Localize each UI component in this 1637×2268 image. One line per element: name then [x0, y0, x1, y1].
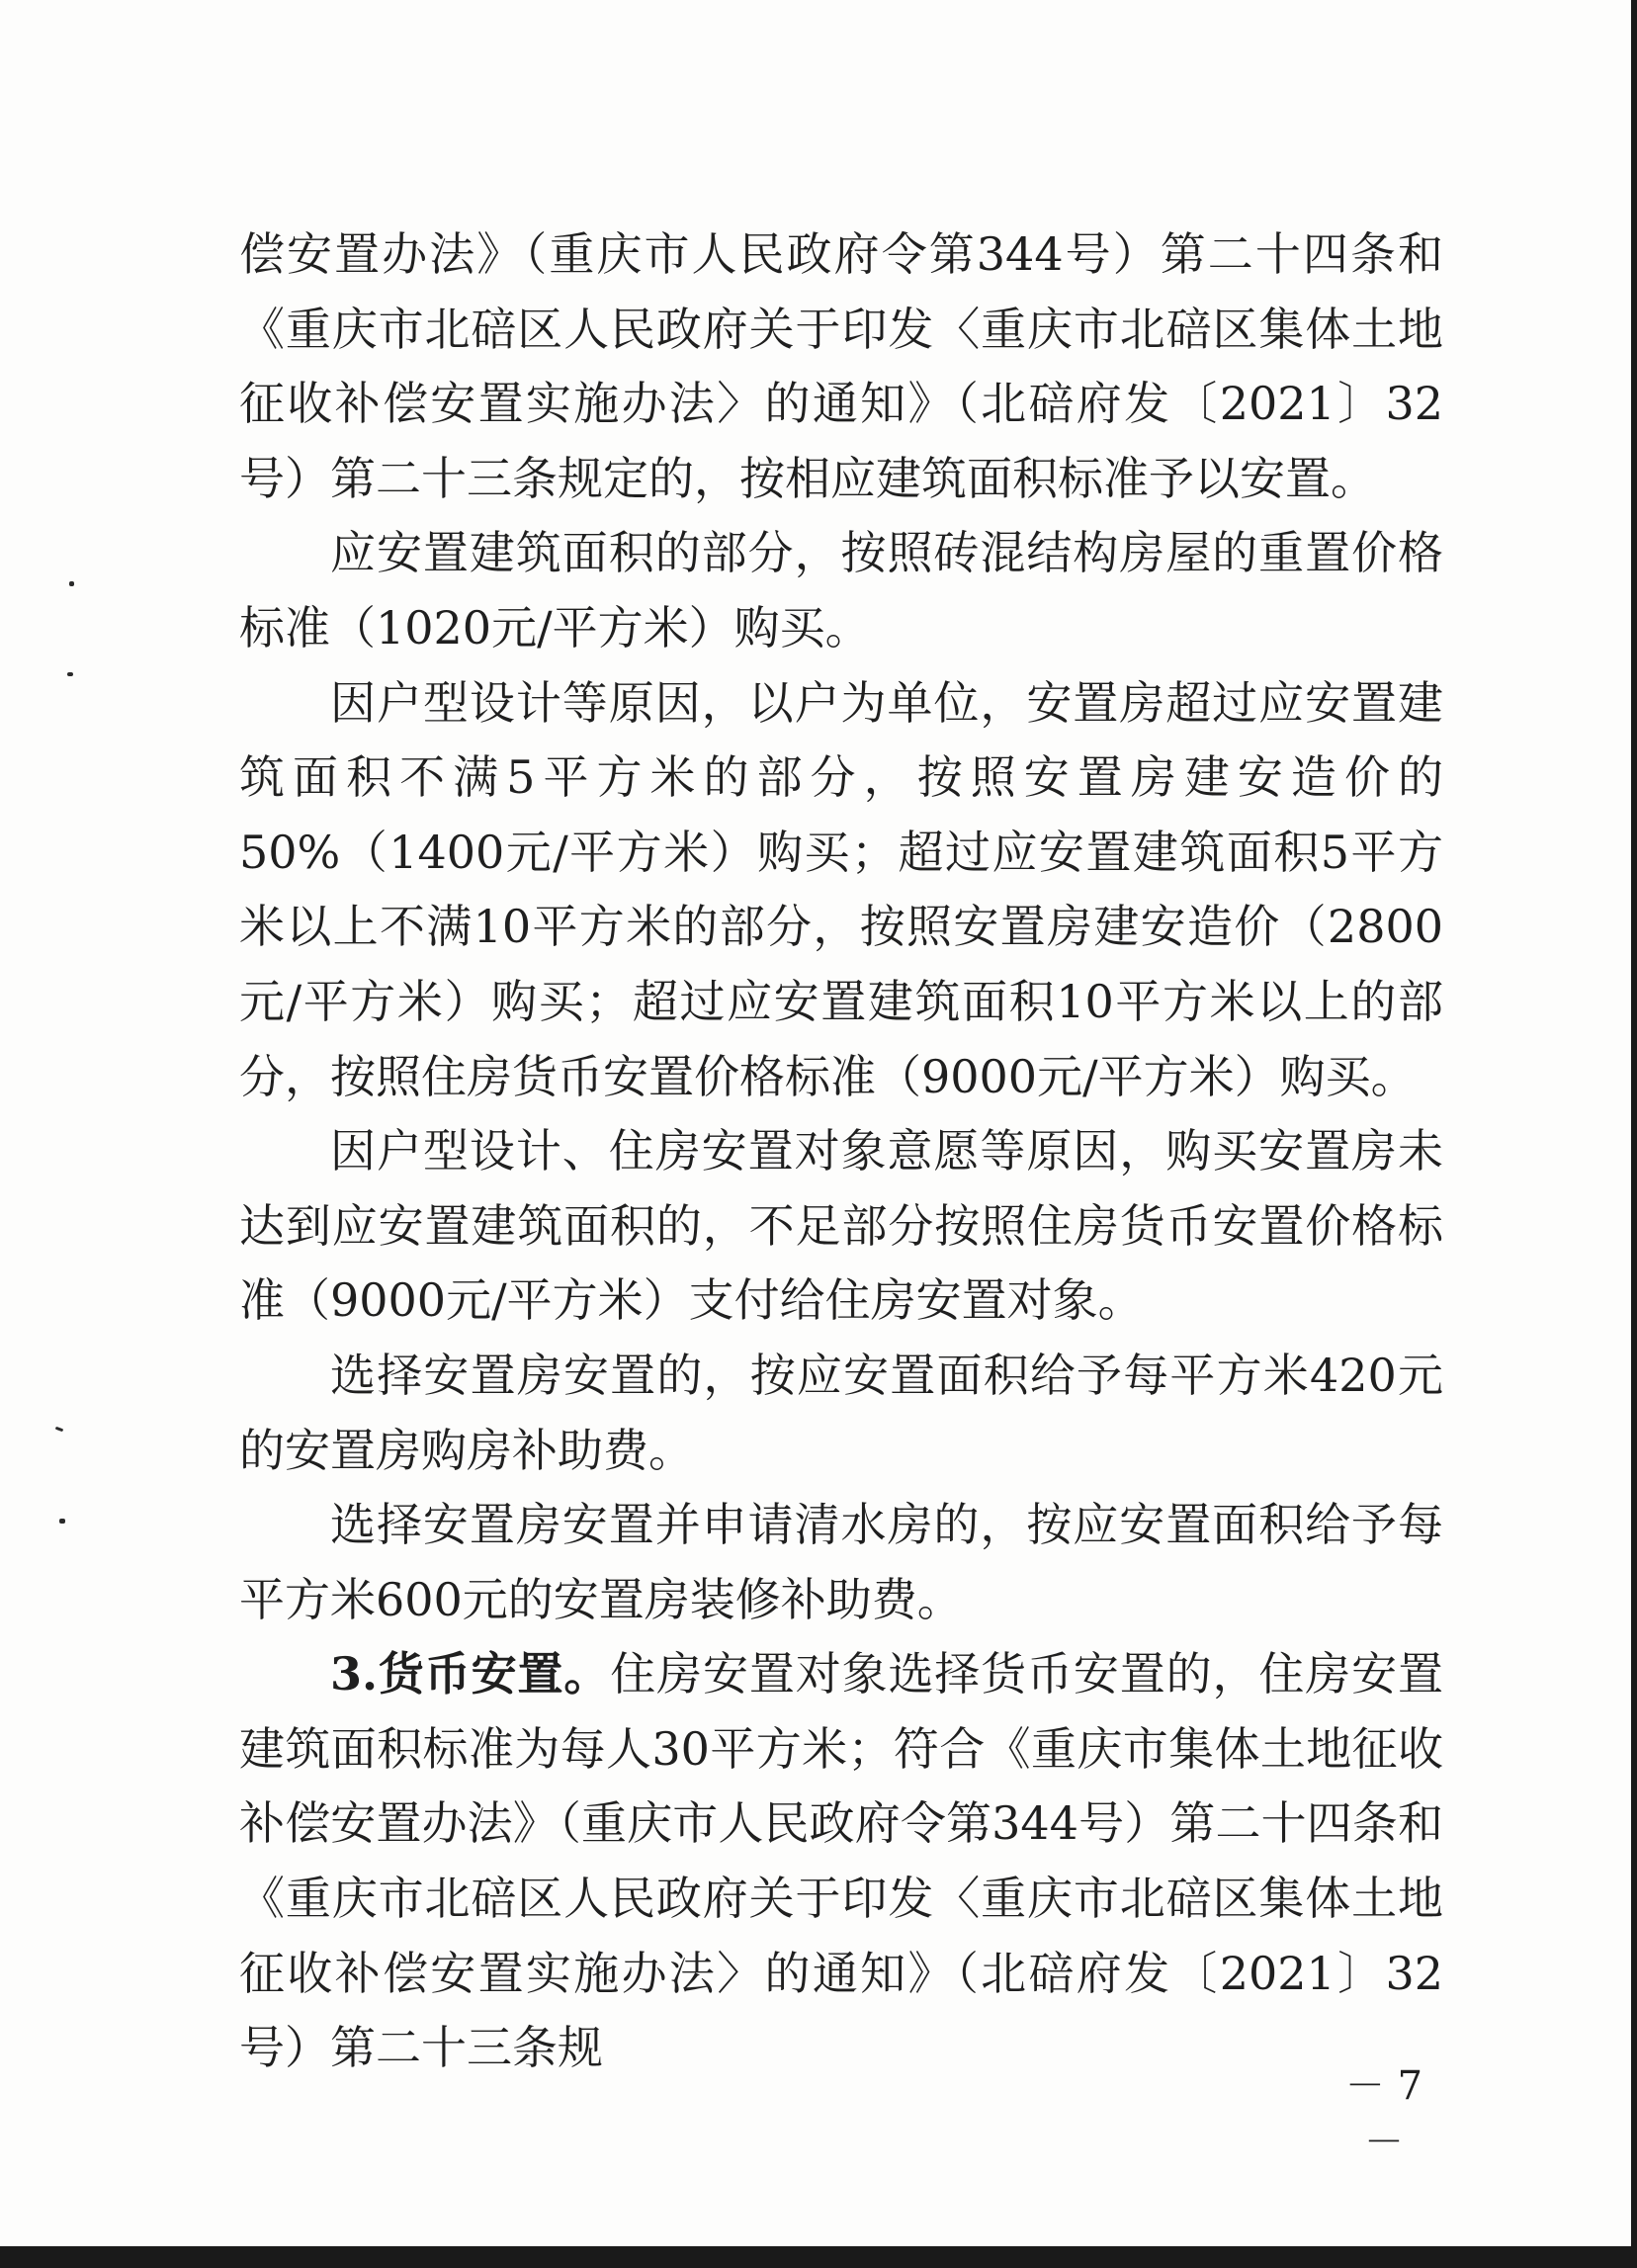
- scan-speck: [67, 672, 73, 676]
- body-text: [239, 218, 1443, 2086]
- section-body: 住房安置对象选择货币安置的，住房安置建筑面积标准为每人30平方米；符合《重庆市集体土地征收补偿安置办法》（重庆市人民政府令第344号）第二十四条和《重庆市北碚区人民政府关于印发〈重庆市北碚区集体土地征收补偿安置实施办法〉的通知》（北碚府发〔2021〕32号）第二十三条规: [239, 1647, 1443, 2075]
- paragraph-monetary-resettlement: [239, 1637, 1443, 2086]
- paragraph-purchase-subsidy: 选择安置房安置的，按应安置面积给予每平方米420元的安置房购房补助费。: [239, 1348, 1443, 1477]
- page-number: － 7 －: [1344, 2063, 1423, 2165]
- scan-speck: [69, 581, 74, 586]
- paragraph-decoration-subsidy: 选择安置房安置并申请清水房的，按应安置面积给予每平方米600元的安置房装修补助费。: [239, 1498, 1443, 1626]
- scan-speck: [55, 1427, 64, 1433]
- paragraph-resettlement-area-price: 应安置建筑面积的部分，按照砖混结构房屋的重置价格标准（1020元/平方米）购买。: [239, 526, 1443, 654]
- section-heading: 3.货币安置。: [330, 1647, 611, 1701]
- paragraph-continuation: 偿安置办法》（重庆市人民政府令第344号）第二十四条和《重庆市北碚区人民政府关于印发〈重庆市北碚区集体土地征收补偿安置实施办法〉的通知》（北碚府发〔2021〕32号）第二十三条规定的，按相应建筑面积标准予以安置。: [239, 227, 1443, 505]
- scan-speck: [59, 1519, 65, 1524]
- paragraph-shortfall-payment: 因户型设计、住房安置对象意愿等原因，购买安置房未达到应安置建筑面积的，不足部分按照住房货币安置价格标准（9000元/平方米）支付给住房安置对象。: [239, 1124, 1443, 1328]
- paragraph-excess-area-price: 因户型设计等原因，以户为单位，安置房超过应安置建筑面积不满5平方米的部分，按照安置房建安造价的50%（1400元/平方米）购买；超过应安置建筑面积5平方米以上不满10平方米的部分，按照安置房建安造价（2800元/平方米）购买；超过应安置建筑面积10平方米以上的部分，按照住房货币安置价格标准（9000元/平方米）购买。: [239, 675, 1443, 1103]
